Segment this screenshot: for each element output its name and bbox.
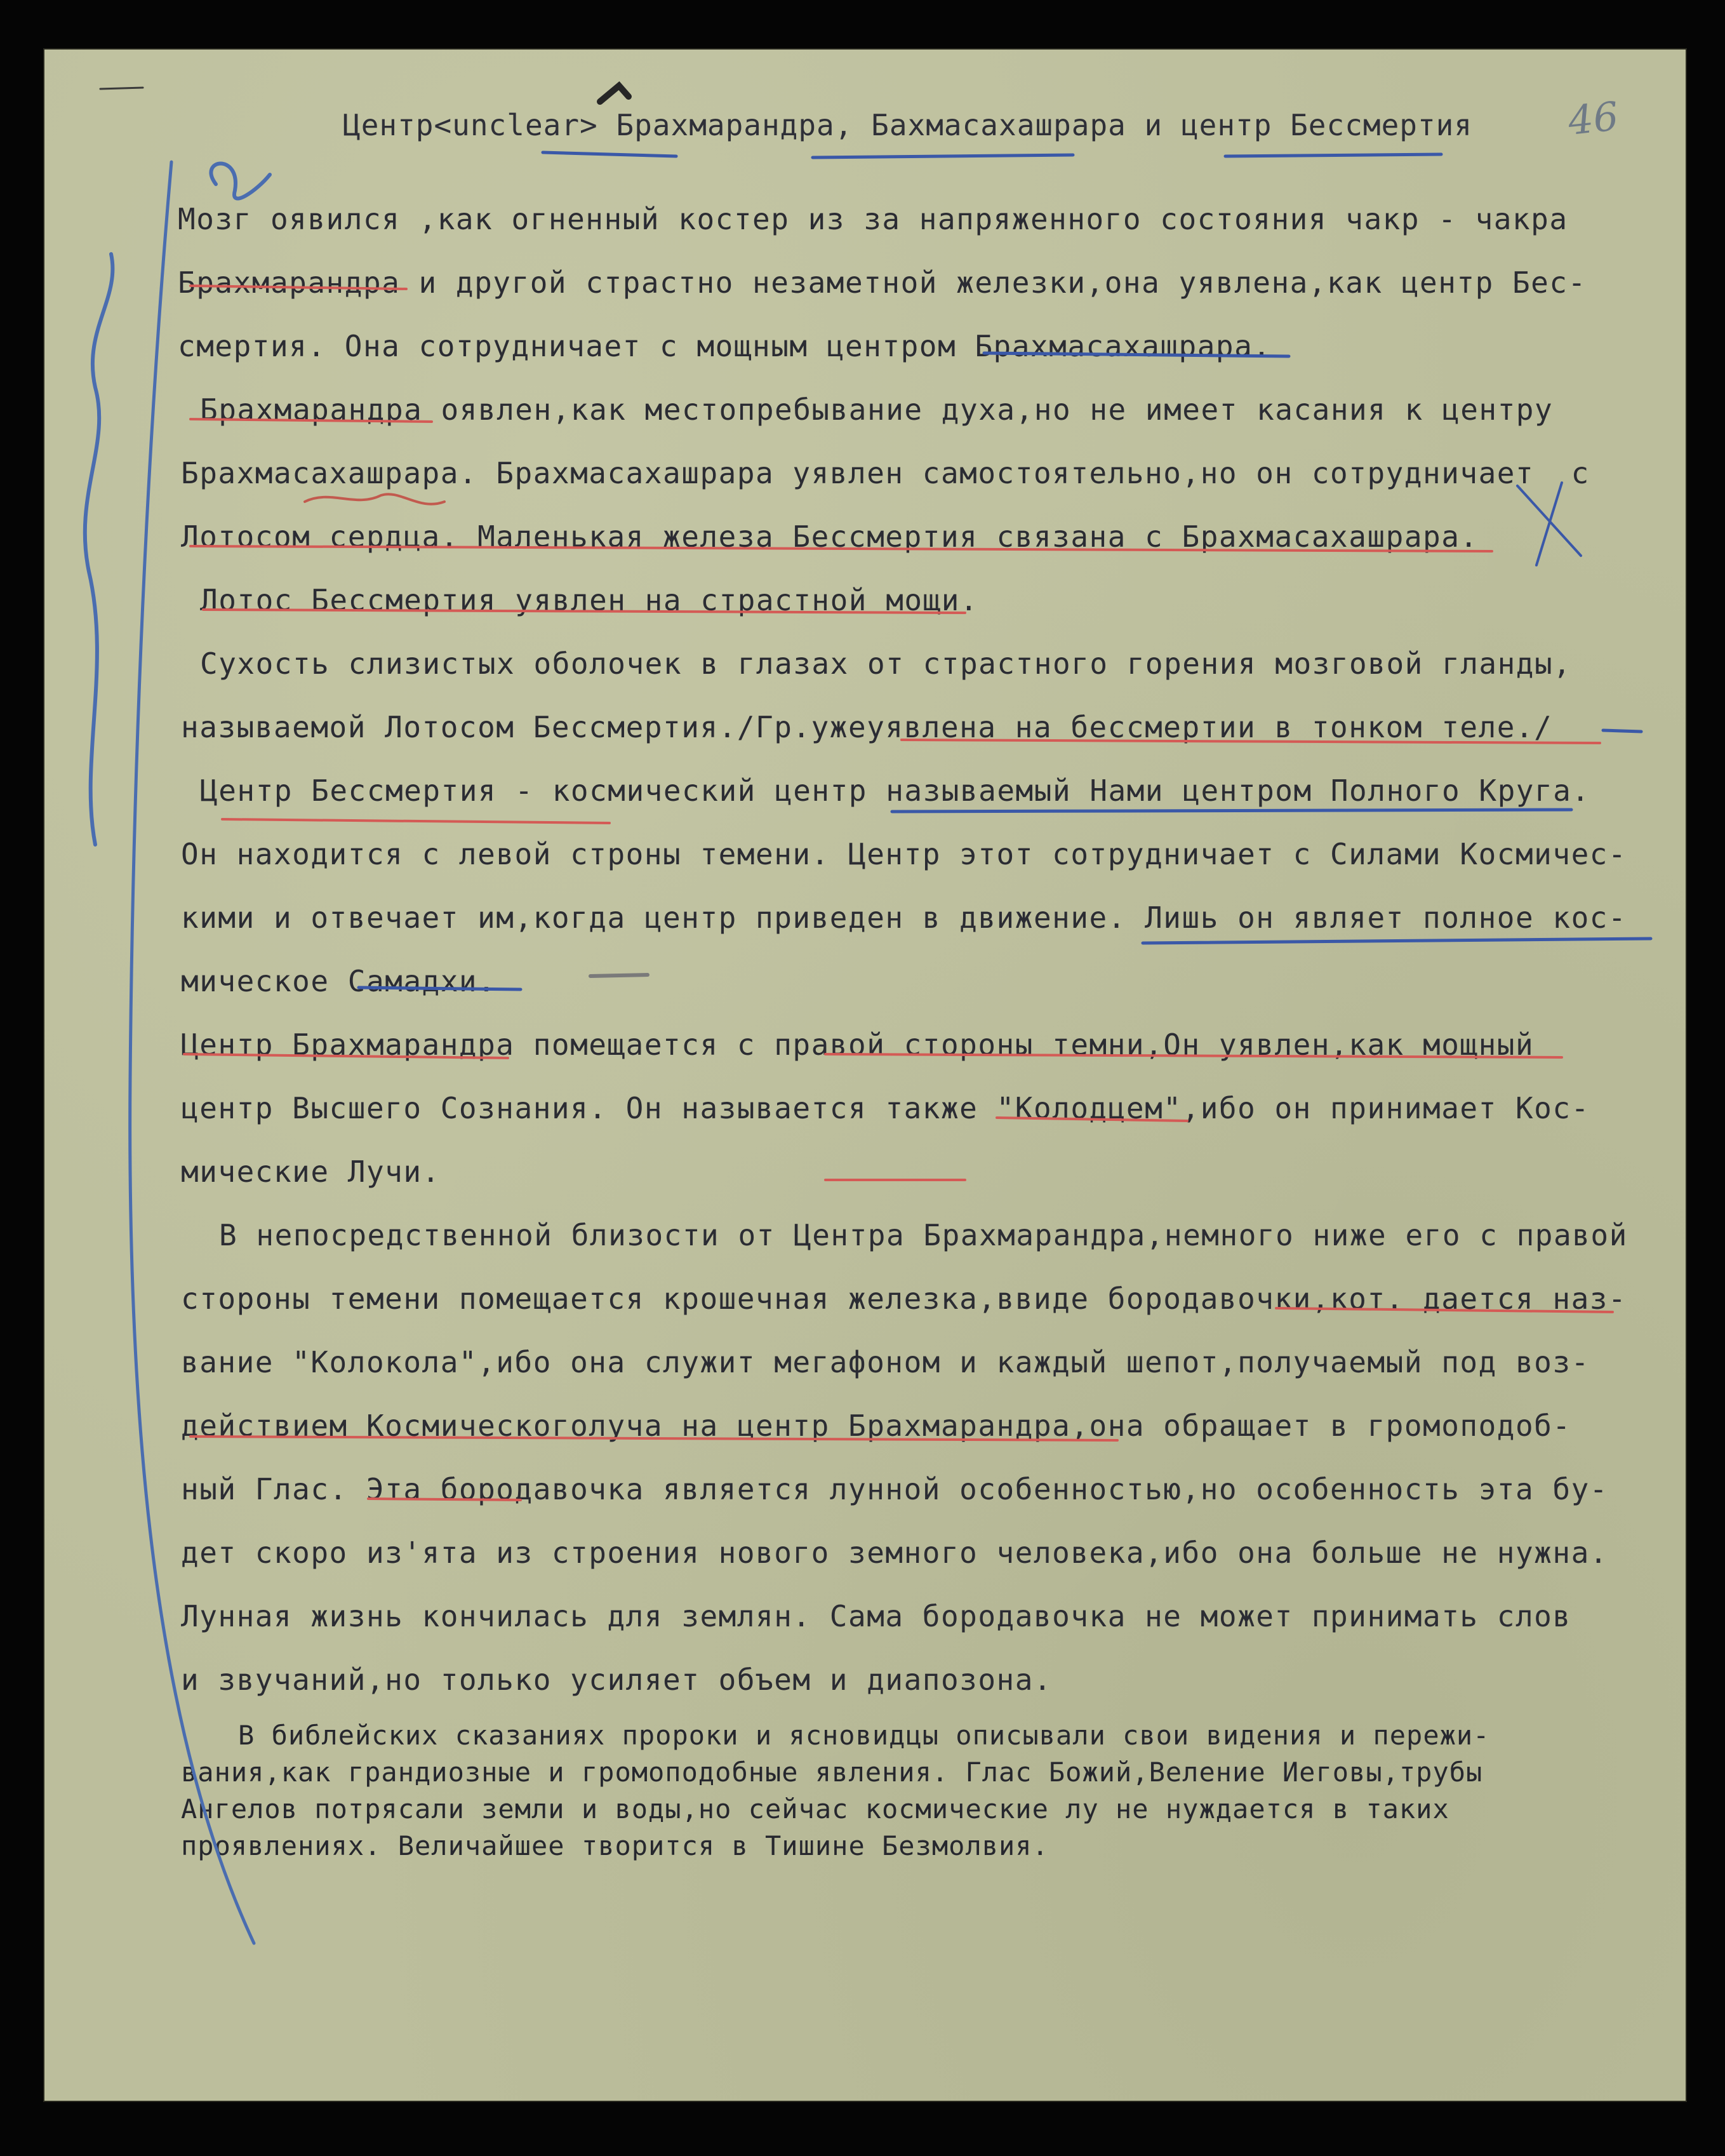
footer-line: проявлениях. Величайшее творится в Тишине Безмолвия. (181, 1830, 1049, 1861)
body-line: Лотос Бессмертия уявлен на страстной мощи. (200, 583, 979, 617)
body-line: Лотосом сердца. Маленькая железа Бессмертия связана с Брахмасахашрара. (181, 519, 1479, 554)
body-line: Сухость слизистых оболочек в глазах от страстного горения мозговой гланды, (200, 646, 1572, 681)
body-line: и звучаний,но только усиляет объем и диапозона. (181, 1663, 1053, 1697)
body-line: смертия. Она сотрудничает с мощным центром Брахмасахашрара. (178, 329, 1272, 363)
body-line: кими и отвечает им,когда центр приведен в движение. Лишь он являет полное кос- (181, 901, 1627, 935)
body-line: Брахмарандра оявлен,как местопребывание духа,но не имеет касания к центру (200, 392, 1554, 427)
body-line: ный Глас. Эта бородавочка является лунной особенностью,но особенность эта бу- (181, 1472, 1608, 1506)
body-line: Он находится с левой строны темени. Центр этот сотрудничает с Силами Космичес- (181, 837, 1627, 871)
body-line: Брахмарандра и другой страстно незаметной железки,она уявлена,как центр Бес- (178, 265, 1587, 300)
body-line: мические Лучи. (181, 1155, 441, 1189)
body-line: стороны темени помещается крошечная железка,ввиде бородавочки,кот. дается наз- (181, 1282, 1627, 1316)
body-line: Мозг оявился ,как огненный костер из за напряженного состояния чакр - чакра (178, 202, 1568, 236)
footer-line: Ангелов потрясали земли и воды,но сейчас космические лу не нуждается в таких (181, 1793, 1449, 1825)
footer-line: В библейских сказаниях пророки и ясновидцы описывали свои видения и пережи- (238, 1720, 1490, 1751)
page-number: 46 (1566, 93, 1621, 144)
body-line: центр Высшего Сознания. Он называется также "Колодцем",ибо он принимает Кос- (181, 1091, 1590, 1125)
body-line: Центр Брахмарандра помещается с правой стороны темни,Он уявлен,как мощный (181, 1028, 1535, 1062)
body-line: Брахмасахашрара. Брахмасахашрара уявлен самостоятельно,но он сотрудничает с (181, 456, 1590, 490)
body-line: В непосредственной близости от Центра Брахмарандра,немного ниже его с правой (219, 1218, 1628, 1252)
body-line: Центр Бессмертия - космический центр называемый Нами центром Полного Круга. (200, 773, 1590, 808)
body-line: называемой Лотосом Бессмертия./Гр.ужеуявлена на бессмертии в тонком теле./ (181, 710, 1553, 744)
body-line: вание "Колокола",ибо она служит мегафоном и каждый шепот,получаемый под воз- (181, 1345, 1590, 1379)
body-line: Лунная жизнь кончилась для землян. Сама бородавочка не может принимать слов (181, 1599, 1571, 1633)
body-line: дет скоро из'ята из строения нового земного человека,ибо она больше не нужна. (181, 1536, 1608, 1570)
page-title: Центр<unclear> Брахмарандра, Бахмасахашрара и центр Бессмертия (343, 108, 1473, 142)
footer-line: вания,как грандиозные и громоподобные явления. Глас Божий,Веление Иеговы,трубы (181, 1757, 1483, 1788)
body-line: действием Космическоголуча на центр Брахмарандра,она обращает в громоподоб- (181, 1409, 1571, 1443)
body-line: мическое Самадхи. (181, 964, 496, 998)
